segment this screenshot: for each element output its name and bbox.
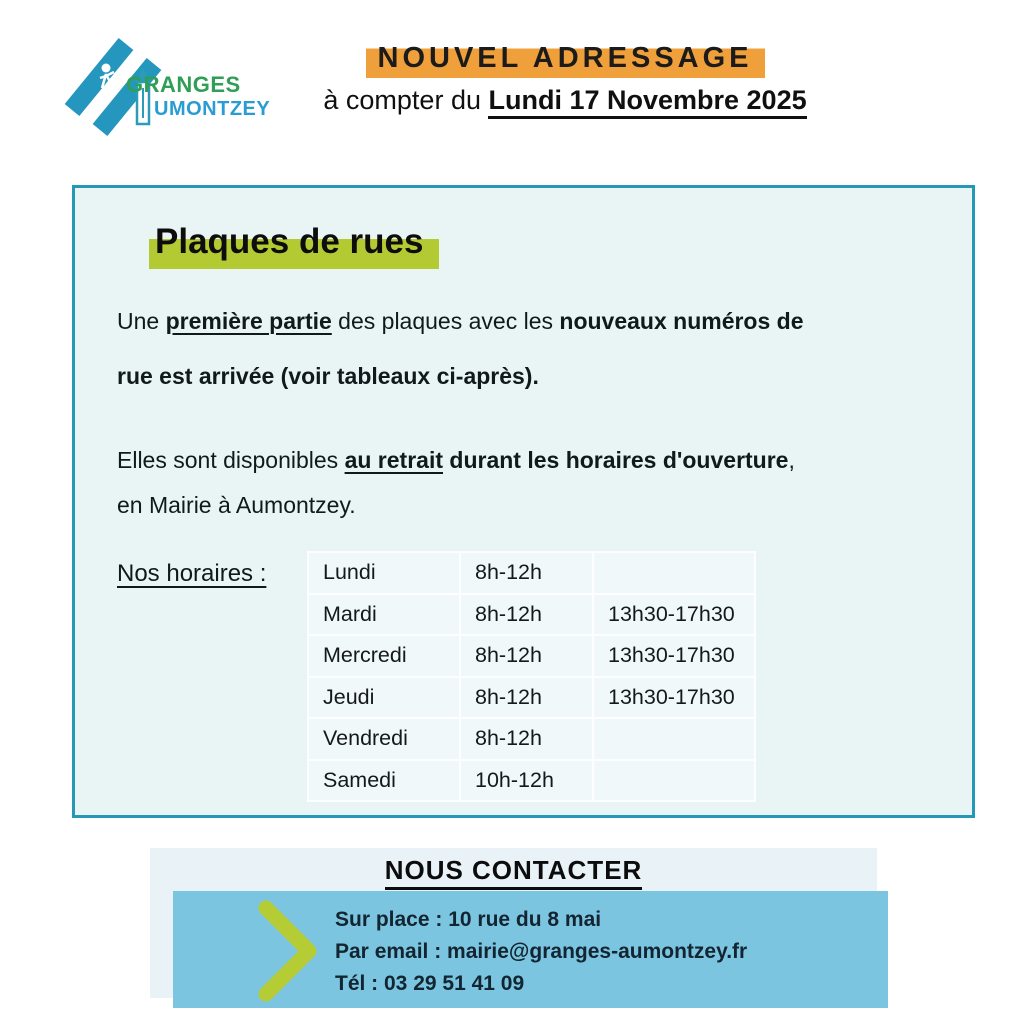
hours-am-cell: 8h-12h: [460, 718, 593, 760]
p1-normal: Une: [117, 308, 166, 334]
municipality-logo: [62, 26, 271, 144]
hours-day-cell: Jeudi: [308, 677, 460, 719]
paragraph-plaques-arrivee: [117, 294, 962, 404]
chevron-right-icon: [252, 898, 326, 1004]
hours-am-cell: 8h-12h: [460, 552, 593, 594]
p1-bold: nouveaux numéros de: [559, 308, 804, 334]
hours-day-cell: Mercredi: [308, 635, 460, 677]
logo-text-aumontzey: UMONTZEY: [154, 98, 271, 120]
hours-label: Nos horaires :: [117, 560, 267, 587]
hours-day-cell: Mardi: [308, 594, 460, 636]
hours-day-cell: Lundi: [308, 552, 460, 594]
hours-row: [308, 594, 755, 636]
contact-title: [150, 855, 877, 886]
contact-title-text: NOUS CONTACTER: [385, 855, 643, 890]
hours-row: [308, 760, 755, 802]
hours-row: [308, 552, 755, 594]
title-orange-highlight: NOUVEL ADRESSAGE: [366, 42, 765, 78]
hours-pm-cell: [593, 760, 755, 802]
hours-pm-cell: 13h30-17h30: [593, 594, 755, 636]
p1-bold-line2: rue est arrivée (voir tableaux ci-après).: [117, 363, 539, 389]
hours-am-cell: 8h-12h: [460, 635, 593, 677]
p1-normal2: des plaques avec les: [331, 308, 560, 334]
p1-bold-underline: première partie: [165, 308, 332, 334]
hours-table: [307, 551, 756, 802]
subtitle-prefix: à compter du: [323, 85, 489, 115]
contact-phone: Tél : 03 29 51 41 09: [335, 972, 525, 995]
contact-details: [335, 904, 747, 1000]
hours-pm-cell: 13h30-17h30: [593, 677, 755, 719]
hours-day-cell: Samedi: [308, 760, 460, 802]
p2-normal-line2: en Mairie à Aumontzey.: [117, 492, 356, 518]
hours-row: [308, 677, 755, 719]
hours-pm-cell: [593, 718, 755, 760]
p2-bold-underline: au retrait: [344, 447, 444, 473]
logo-text-granges: GRANGES: [126, 72, 241, 97]
info-panel: [72, 185, 975, 818]
contact-email: Par email : mairie@granges-aumontzey.fr: [335, 940, 748, 963]
hours-am-cell: 10h-12h: [460, 760, 593, 802]
paragraph-retrait: [117, 438, 962, 528]
hours-am-cell: 8h-12h: [460, 677, 593, 719]
hours-day-cell: Vendredi: [308, 718, 460, 760]
hours-pm-cell: 13h30-17h30: [593, 635, 755, 677]
hours-row: [308, 718, 755, 760]
contact-address: Sur place : 10 rue du 8 mai: [335, 908, 602, 931]
effective-date: Lundi 17 Novembre 2025: [488, 85, 806, 119]
section-heading: [149, 222, 439, 262]
p2-normal: Elles sont disponibles: [117, 447, 345, 473]
hours-row: [308, 635, 755, 677]
page-title: [366, 42, 765, 75]
p2-bold: durant les horaires d'ouverture: [443, 447, 789, 473]
heading-lime-highlight: Plaques de rues: [149, 222, 439, 269]
hours-pm-cell: [593, 552, 755, 594]
p2-comma: ,: [788, 447, 795, 473]
header: [270, 42, 860, 116]
effective-date-line: [270, 85, 860, 116]
hours-am-cell: 8h-12h: [460, 594, 593, 636]
